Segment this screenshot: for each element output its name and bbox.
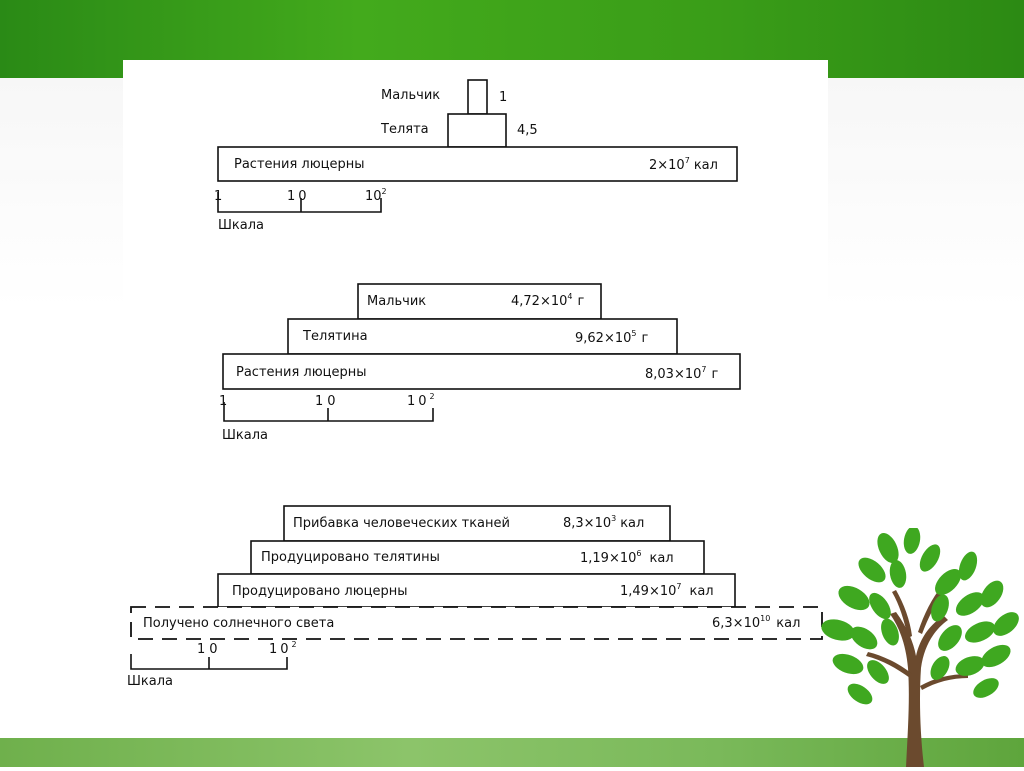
scale-bar xyxy=(214,187,387,233)
pyramid-energy xyxy=(127,506,822,689)
level-value-calves: 4,5 xyxy=(517,123,538,138)
level-label-calves: Телята xyxy=(381,122,429,137)
tree-icon xyxy=(820,528,1024,767)
scale-tick-100: $10^2$ xyxy=(269,640,300,657)
level-label-boy: Мальчик xyxy=(381,88,441,103)
level-box-calves xyxy=(448,114,506,147)
level-label-alfalfa: Растения люцерны xyxy=(234,157,365,172)
scale-tick-100: $10^2$ xyxy=(407,392,438,409)
scale-label: Шкала xyxy=(222,428,268,443)
level-value-sunlight: $6,3\times 10^{10}$ кал xyxy=(712,614,801,631)
scale-bar xyxy=(127,640,300,689)
level-label-sunlight: Получено солнечного света xyxy=(143,616,335,631)
scale-tick-10: 10 xyxy=(315,394,340,409)
ecological-pyramids-diagram xyxy=(123,60,828,691)
level-box-boy xyxy=(468,80,487,114)
scale-label: Шкала xyxy=(218,218,264,233)
scale-bar xyxy=(219,392,438,443)
level-value-human-tissue: $8,3\times 10^3$ кал xyxy=(563,514,645,531)
tree-leaves xyxy=(820,528,1023,709)
scale-label: Шкала xyxy=(127,674,173,689)
level-label-boy: Мальчик xyxy=(367,294,427,309)
level-value-alfalfa: $8,03\times 10^7$ г xyxy=(645,365,719,382)
pyramid-numbers xyxy=(214,80,737,233)
scale-tick-1: 1 xyxy=(219,394,228,409)
level-label-human-tissue: Прибавка человеческих тканей xyxy=(293,516,510,531)
level-label-alfalfa: Растения люцерны xyxy=(236,365,367,380)
level-value-veal: $1,19\times 10^6$ кал xyxy=(580,549,674,566)
level-value-boy: $4,72\times 10^4$ г xyxy=(511,292,585,309)
scale-tick-100: $10^2$ xyxy=(365,187,387,204)
scale-tick-10: 10 xyxy=(197,642,222,657)
scale-tick-1: 1 xyxy=(214,189,223,204)
level-value-alfalfa: $2\times 10^7$ кал xyxy=(649,156,718,173)
level-value-boy: 1 xyxy=(499,90,508,105)
level-label-alfalfa: Продуцировано люцерны xyxy=(232,584,408,599)
slide-content xyxy=(123,60,828,691)
level-value-alfalfa: $1,49\times 10^7$ кал xyxy=(620,582,714,599)
pyramid-biomass xyxy=(219,284,740,443)
level-label-veal: Продуцировано телятины xyxy=(261,550,440,565)
scale-tick-10: 10 xyxy=(287,189,310,204)
level-value-veal: $9,62\times 10^5$ г xyxy=(575,329,649,346)
level-label-veal: Телятина xyxy=(303,329,368,344)
